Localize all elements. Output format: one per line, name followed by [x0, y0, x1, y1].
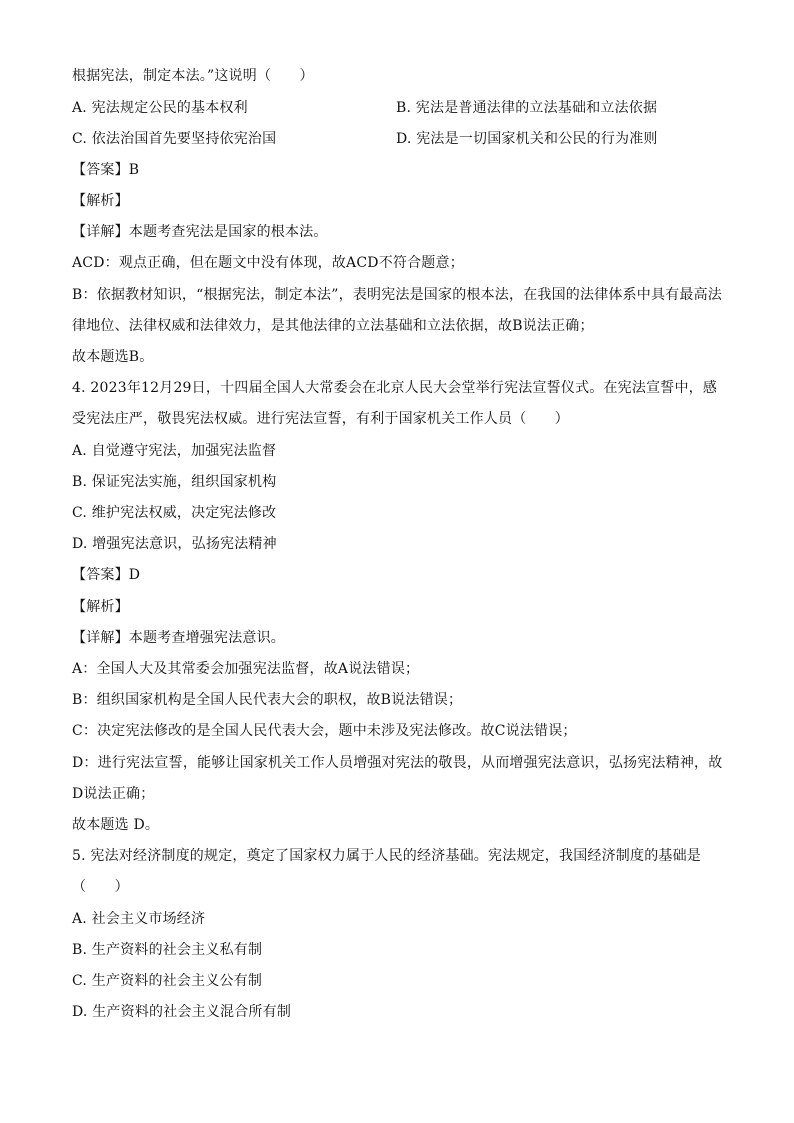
- q3-stem: 根据宪法，制定本法。”这说明（ ）: [72, 68, 314, 84]
- q4-explanation-d-line1: D：进行宪法宣誓，能够让国家机关工作人员增强对宪法的敬畏，从而增强宪法意识，弘扬宪法精神，故: [72, 755, 723, 771]
- q4-option-d: D. 增强宪法意识，弘扬宪法精神: [72, 536, 277, 552]
- q4-explanation-b: B：组织国家机构是全国人民代表大会的职权，故B说法错误；: [72, 692, 463, 708]
- q4-explanation-a: A：全国人大及其常委会加强宪法监督，故A说法错误；: [72, 661, 420, 677]
- q5-option-a: A. 社会主义市场经济: [72, 911, 206, 927]
- q4-option-c: C. 维护宪法权威，决定宪法修改: [72, 505, 277, 521]
- q3-conclusion: 故本题选B。: [72, 349, 154, 365]
- q4-answer: 【答案】D: [72, 567, 141, 583]
- q3-option-d: D. 宪法是一切国家机关和公民的行为准则: [396, 131, 658, 147]
- q3-detail: 【详解】本题考查宪法是国家的根本法。: [72, 224, 328, 240]
- q3-option-a: A. 宪法规定公民的基本权利: [72, 100, 248, 116]
- q4-detail: 【详解】本题考查增强宪法意识。: [72, 630, 285, 646]
- q3-explanation-b-line1: B：依据教材知识，“根据宪法，制定本法”，表明宪法是国家的根本法，在我国的法律体系中具有最高法: [72, 287, 722, 303]
- q4-explanation-d-line2: D说法正确；: [72, 786, 155, 802]
- q5-option-d: D. 生产资料的社会主义混合所有制: [72, 1004, 292, 1020]
- q4-conclusion: 故本题选 D。: [72, 817, 160, 833]
- q3-explanation-b-line2: 律地位、法律权威和法律效力，是其他法律的立法基础和立法依据，故B说法正确；: [72, 318, 594, 334]
- q4-stem-line1: 4. 2023年12月29日，十四届全国人大常委会在北京人民大会堂举行宪法宣誓仪式。在宪法宣誓中，感: [72, 380, 718, 396]
- q3-answer: 【答案】B: [72, 162, 140, 178]
- q3-analysis-label: 【解析】: [72, 193, 129, 209]
- q4-option-b: B. 保证宪法实施，组织国家机构: [72, 474, 277, 490]
- q4-option-a: A. 自觉遵守宪法，加强宪法监督: [72, 443, 277, 459]
- q4-stem-line2: 受宪法庄严，敬畏宪法权威。进行宪法宣誓，有利于国家机关工作人员（ ）: [72, 411, 569, 427]
- q3-explanation-acd: ACD：观点正确，但在题文中没有体现，故ACD不符合题意；: [72, 255, 464, 271]
- q5-option-c: C. 生产资料的社会主义公有制: [72, 973, 263, 989]
- q4-explanation-c: C：决定宪法修改的是全国人民代表大会，题中未涉及宪法修改。故C说法错误；: [72, 723, 577, 739]
- q3-option-b: B. 宪法是普通法律的立法基础和立法依据: [396, 100, 658, 116]
- q5-stem-line2: （ ）: [72, 879, 129, 895]
- q5-option-b: B. 生产资料的社会主义私有制: [72, 942, 263, 958]
- q3-option-c: C. 依法治国首先要坚持依宪治国: [72, 131, 277, 147]
- q4-analysis-label: 【解析】: [72, 599, 129, 615]
- q5-stem-line1: 5. 宪法对经济制度的规定，奠定了国家权力属于人民的经济基础。宪法规定，我国经济制度的基础是: [72, 848, 702, 864]
